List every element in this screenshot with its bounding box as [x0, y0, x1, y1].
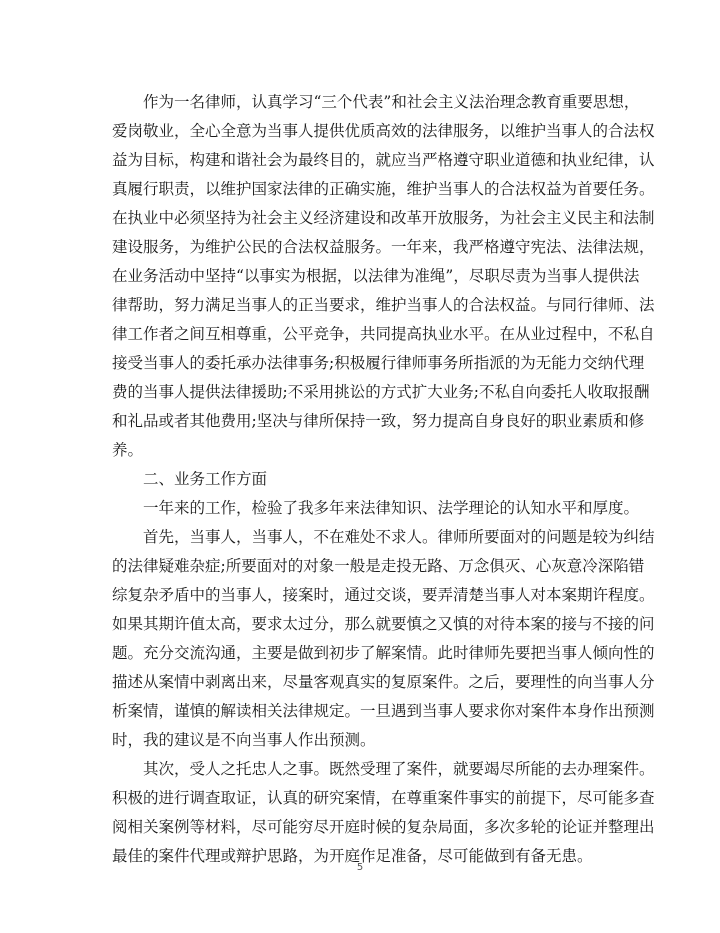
text-line: 一年来的工作，检验了我多年来法律知识、法学理论的认知水平和厚度。	[143, 499, 640, 517]
text-line: 益为目标，构建和谐社会为最终目的，就应当严格遵守职业道德和执业纪律，认	[112, 151, 655, 169]
text-line: 时，我的建议是不向当事人作出预测。	[112, 731, 376, 749]
page-number: 5	[356, 862, 364, 873]
text-line: 如果其期许值太高，要求太过分，那么就要慎之又慎的对待本案的接与不接的问	[112, 615, 655, 633]
text-line: 描述从案情中剥离出来，尽量客观真实的复原案件。之后，要理性的向当事人分	[112, 673, 655, 691]
text-line: 费的当事人提供法律援助;不采用挑讼的方式扩大业务;不私自向委托人收取报酬	[112, 383, 650, 401]
text-line: 作为一名律师，认真学习“三个代表”和社会主义法治理念教育重要思想，	[143, 93, 640, 111]
text-line: 接受当事人的委托承办法律事务;积极履行律师事务所指派的为无能力交纳代理	[112, 354, 645, 372]
text-line: 律工作者之间互相尊重，公平竞争，共同提高执业水平。在从业过程中，不私自	[112, 325, 655, 343]
section-heading	[112, 465, 612, 494]
document-body	[112, 88, 655, 871]
text-line: 爱岗敬业，全心全意为当事人提供优质高效的法律服务，以维护当事人的合法权	[112, 122, 655, 140]
text-line: 养。	[112, 441, 144, 459]
paragraph-2	[112, 494, 640, 523]
text-line: 律帮助，努力满足当事人的正当要求，维护当事人的合法权益。与同行律师、法	[112, 296, 655, 314]
text-line: 真履行职责，以维护国家法律的正确实施，维护当事人的合法权益为首要任务。	[112, 180, 655, 198]
text-line: 阅相关案例等材料，尽可能穷尽开庭时候的复杂局面，多次多轮的论证并整理出	[112, 818, 655, 836]
text-line: 首先，当事人，当事人，不在难处不求人。律师所要面对的问题是较为纠结	[143, 528, 655, 546]
text-line: 析案情，谨慎的解读相关法律规定。一旦遇到当事人要求你对案件本身作出预测	[112, 702, 655, 720]
paragraph-3	[112, 523, 655, 755]
text-line: 在执业中必须坚持为社会主义经济建设和改革开放服务，为社会主义民主和法制	[112, 209, 655, 227]
text-line: 题。充分交流沟通，主要是做到初步了解案情。此时律师先要把当事人倾向性的	[112, 644, 655, 662]
text-line: 最佳的案件代理或辩护思路，为开庭作足准备，尽可能做到有备无患。	[112, 847, 593, 865]
text-line: 其次，受人之托忠人之事。既然受理了案件，就要竭尽所能的去办理案件。	[143, 760, 655, 778]
text-line: 和礼品或者其他费用;坚决与律所保持一致，努力提高自身良好的职业素质和修	[112, 412, 645, 430]
text-line: 综复杂矛盾中的当事人，接案时，通过交谈，要弄清楚当事人对本案期许程度。	[112, 586, 655, 604]
text-line: 在业务活动中坚持“以事实为根据，以法律为准绳”，尽职尽责为当事人提供法	[112, 267, 640, 285]
section-heading-text: 二、业务工作方面	[143, 470, 268, 488]
text-line: 的法律疑难杂症;所要面对的对象一般是走投无路、万念俱灭、心灰意冷深陷错	[112, 557, 645, 575]
paragraph-4	[112, 755, 655, 871]
text-line: 建设服务，为维护公民的合法权益服务。一年来，我严格遵守宪法、法律法规，	[112, 238, 655, 256]
text-line: 积极的进行调查取证，认真的研究案情，在尊重案件事实的前提下，尽可能多查	[112, 789, 655, 807]
paragraph-1	[112, 88, 655, 465]
